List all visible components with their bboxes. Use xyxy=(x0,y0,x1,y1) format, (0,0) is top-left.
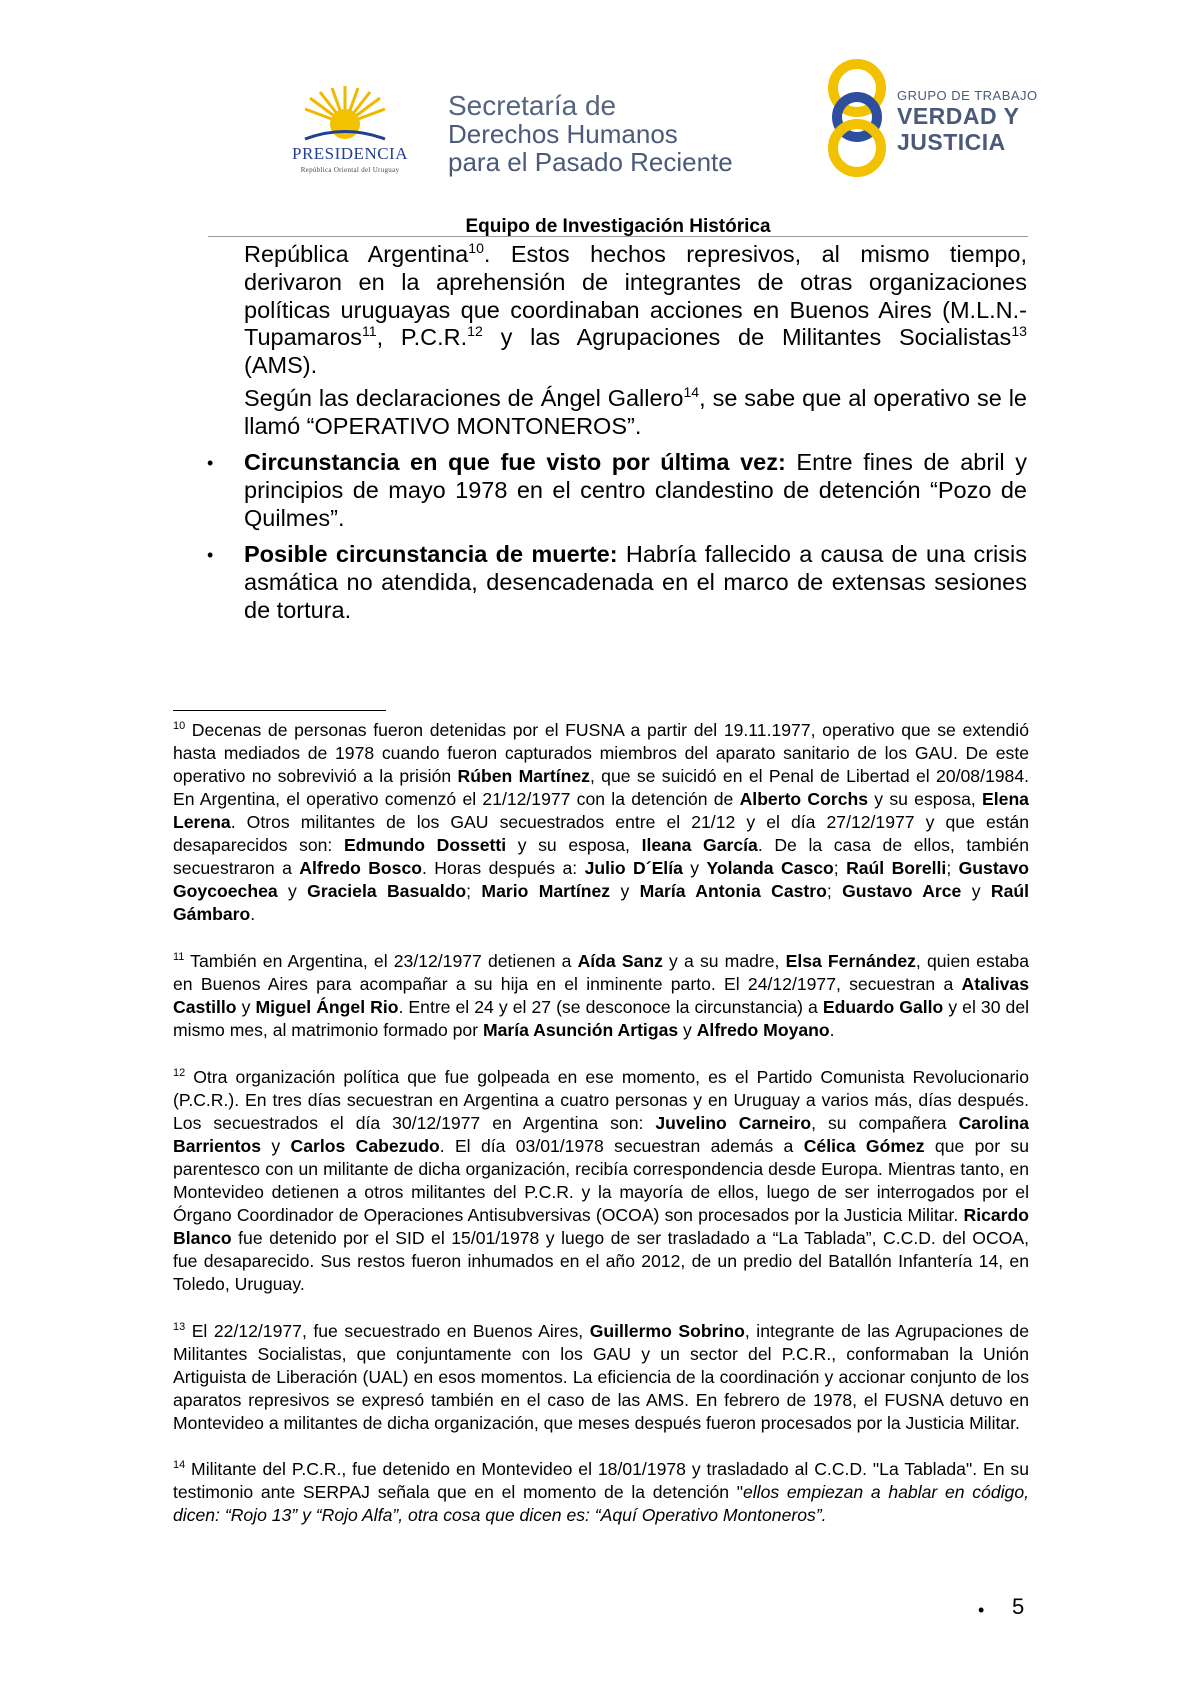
secretaria-logo-text xyxy=(448,92,733,176)
footnote-text: fue detenido por el SID el 15/01/1978 y luego de ser trasladado a “La Tablada”, C.C.D. del OCOA, fue desaparecido. Sus restos fueron inhumados en el año 2012, de un predio del Batallón Infantería 14, en Toledo, Uruguay. xyxy=(173,1228,1029,1294)
bullet-icon: • xyxy=(207,453,214,473)
footnote-name: Raúl Borelli xyxy=(846,858,947,878)
footnote-marker: 10 xyxy=(173,720,186,733)
gt-line-3: JUSTICIA xyxy=(897,129,1006,155)
footer-bullet-icon: • xyxy=(978,1600,985,1620)
footnote-name: María Asunción Artigas xyxy=(482,1020,679,1040)
footnote-name: Gustavo Goycoechea xyxy=(173,858,1030,901)
footnote-name: Carolina Barrientos xyxy=(173,1113,1029,1156)
footnote-name: Mario Martínez xyxy=(481,881,611,901)
footnote-name: Alfredo Bosco xyxy=(299,858,422,878)
footnote-name: Elena Lerena xyxy=(173,789,1029,832)
footnote-text: ; xyxy=(946,858,959,878)
footnote-14 xyxy=(173,1458,1029,1527)
footnote-name: Célica Gómez xyxy=(803,1136,925,1156)
footnote-name: Carlos Cabezudo xyxy=(290,1136,440,1156)
footnote-text: y xyxy=(236,997,256,1017)
footnote-text: , quien estaba en Buenos Aires para acompañar a su hija en el inminente parto. El 24/12/1977, secuestran a xyxy=(173,951,1029,994)
footnote-text: y xyxy=(277,881,308,901)
footnote-text: Decenas de personas fueron detenidas por el FUSNA a partir del 19.11.1977, operativo que se extendió hasta mediados de 1978 cuando fueron capturados miembros del aparato sanitario de los GAU. De este operativo no sobrevivió a la prisión xyxy=(173,720,1029,786)
footnote-name: Gustavo Arce xyxy=(842,881,962,901)
footnote-name: Alberto Corchs xyxy=(739,789,869,809)
paragraph-2: Según las declaraciones de Ángel Gallero$^{14}$, se sabe que al operativo se le llamó “OPERATIVO MONTONEROS”. xyxy=(244,384,1027,439)
footnote-name: Ileana García xyxy=(641,835,758,855)
paragraph-1: República Argentina$^{10}$. Estos hechos represivos, al mismo tiempo, derivaron en la aprehensión de integrantes de otras organizaciones políticas uruguayas que coordinaban acciones en Buenos Aires (M.L.N.- Tupamaros$^{11}$, P.C.R.$^{12}$ y las Agrupaciones de Militantes Socialistas$^{13}$ (AMS). xyxy=(244,240,1027,379)
footnote-text: . xyxy=(829,1020,835,1040)
footnote-name: Yolanda Casco xyxy=(706,858,834,878)
footnote-text: . Horas después a: xyxy=(422,858,585,878)
page-number: 5 xyxy=(1012,1594,1025,1619)
footnote-text: y el 30 del mismo mes, al matrimonio formado por xyxy=(173,997,1030,1040)
footnote-text: y a su madre, xyxy=(662,951,786,971)
footnote-name: Guillermo Sobrino xyxy=(589,1321,745,1341)
footnote-name: Elsa Fernández xyxy=(785,951,916,971)
footnote-text: , integrante de las Agrupaciones de Militantes Socialistas, que conjuntamente con los GAU y un sector del P.C.R., conformaban la Unión Artiguista de Liberación (UAL) en esos momentos. La eficiencia de la coordinación y accionar conjunto de los aparatos represivos se expresó también en el caso de las AMS. En febrero de 1978, el FUSNA detuvo en Montevideo a militantes de dicha organización, que meses después fueron procesados por la Justicia Militar. xyxy=(173,1321,1029,1433)
footnote-text: y xyxy=(961,881,991,901)
bullet-last-seen: Circunstancia en que fue visto por última vez: Entre fines de abril y principios de mayo 1978 en el centro clandestino de detención “Pozo de Quilmes”. xyxy=(244,449,1027,531)
footnote-text: y xyxy=(682,858,707,878)
bullet-icon: • xyxy=(207,545,214,565)
sun-emblem-icon xyxy=(300,84,390,144)
footnote-text: ; xyxy=(466,881,482,901)
secretaria-line-3: para el Pasado Reciente xyxy=(448,147,733,177)
footnote-name: Miguel Ángel Rio xyxy=(255,997,399,1017)
footnote-name: Graciela Basualdo xyxy=(307,881,467,901)
footnote-name: Alfredo Moyano xyxy=(696,1020,830,1040)
footnote-name: Atalivas Castillo xyxy=(173,974,1029,1017)
presidencia-logo xyxy=(270,84,430,174)
footnote-text: y su esposa, xyxy=(868,789,983,809)
presidencia-sublabel: República Oriental del Uruguay xyxy=(300,166,400,174)
footnote-text: Militante del P.C.R., fue detenido en Montevideo el 18/01/1978 y trasladado al C.C.D. "La Tablada". En su testimonio ante SERPAJ señala que en el momento de la detención " xyxy=(173,1459,1029,1502)
footnote-text: , su compañera xyxy=(811,1113,959,1133)
footnote-marker: 14 xyxy=(173,1459,186,1472)
footnote-text: También en Argentina, el 23/12/1977 detienen a xyxy=(184,951,578,971)
footnote-name: María Antonia Castro xyxy=(639,881,827,901)
footnote-name: Raúl Gámbaro xyxy=(173,881,1030,924)
verdad-justicia-logo-text xyxy=(897,88,1038,155)
gt-line-2: VERDAD Y xyxy=(897,103,1020,129)
footnote-name: Juvelino Carneiro xyxy=(655,1113,812,1133)
footnote-text: y su esposa, xyxy=(506,835,642,855)
presidencia-label: PRESIDENCIA xyxy=(291,144,408,163)
footnote-text: ; xyxy=(833,858,847,878)
footnote-text: . Entre el 24 y el 27 (se desconoce la circunstancia) a xyxy=(398,997,823,1017)
footnote-name: Rúben Martínez xyxy=(457,766,590,786)
footnote-text: . De la casa de ellos, también secuestraron a xyxy=(173,835,1030,878)
bullet-last-seen-label: Circunstancia en que fue visto por última vez: xyxy=(244,449,786,475)
footnote-name: Eduardo Gallo xyxy=(822,997,944,1017)
footnote-text: . Otros militantes de los GAU secuestrados entre el 21/12 y el día 27/12/1977 y que están desaparecidos son: xyxy=(173,812,1029,855)
footnote-text: , que se suicidó en el Penal de Libertad el 20/08/1984. En Argentina, el operativo comenzó el 21/12/1977 con la detención de xyxy=(173,766,1029,809)
footnote-text: . xyxy=(250,904,256,924)
footnote-name: Ricardo Blanco xyxy=(173,1205,1029,1248)
verdad-justicia-logo-icon xyxy=(822,55,892,180)
footnote-text: ellos empiezan a hablar en código, dicen: “Rojo 13” y “Rojo Alfa”, otra cosa que dicen es: “Aquí Operativo Montoneros”. xyxy=(173,1482,1029,1525)
footnote-name: Edmundo Dossetti xyxy=(343,835,507,855)
bullet-death: Posible circunstancia de muerte: Habría fallecido a causa de una crisis asmática no atendida, desencadenada en el marco de extensas sesiones de tortura. xyxy=(244,541,1027,623)
footnote-marker: 11 xyxy=(173,951,185,964)
footnote-12 xyxy=(173,1066,1029,1296)
footnote-name: Julio D´Elía xyxy=(584,858,683,878)
footnote-name: Aída Sanz xyxy=(577,951,663,971)
gt-line-1: GRUPO DE TRABAJO xyxy=(897,88,1038,103)
footnote-11 xyxy=(173,950,1029,1042)
footnote-text: y xyxy=(610,881,640,901)
team-heading: Equipo de Investigación Histórica xyxy=(465,216,771,237)
footnote-marker: 13 xyxy=(173,1321,186,1334)
secretaria-line-1: Secretaría de xyxy=(448,90,617,121)
footnote-text: y xyxy=(261,1136,291,1156)
footnote-text: que por su parentesco con un militante de dicha organización, recibía correspondencia desde Europa. Mientras tanto, en Montevideo detienen a otros militantes del P.C.R. y la mayoría de ellos, luego de ser interrogados por el Órgano Coordinador de Operaciones Antisubversivas (OCOA) son procesados por la Justicia Militar. xyxy=(173,1136,1030,1225)
secretaria-line-2: Derechos Humanos xyxy=(448,119,678,149)
footnote-text: . El día 03/01/1978 secuestran además a xyxy=(439,1136,804,1156)
footnote-text: ; xyxy=(826,881,843,901)
footnote-text: El 22/12/1977, fue secuestrado en Buenos Aires, xyxy=(185,1321,590,1341)
footnote-13 xyxy=(173,1320,1029,1435)
footnote-marker: 12 xyxy=(173,1067,186,1080)
bullet-death-label: Posible circunstancia de muerte: xyxy=(244,541,618,567)
footnote-10 xyxy=(173,719,1029,926)
footnote-text: Otra organización política que fue golpeada en ese momento, es el Partido Comunista Revolucionario (P.C.R.). En tres días secuestran en Argentina a cuatro personas y en Uruguay a varios más, días después. Los secuestrados el día 30/12/1977 en Argentina son: xyxy=(173,1067,1029,1133)
header-divider xyxy=(208,236,1028,237)
footnote-separator xyxy=(173,710,386,711)
footnote-text: y xyxy=(678,1020,697,1040)
